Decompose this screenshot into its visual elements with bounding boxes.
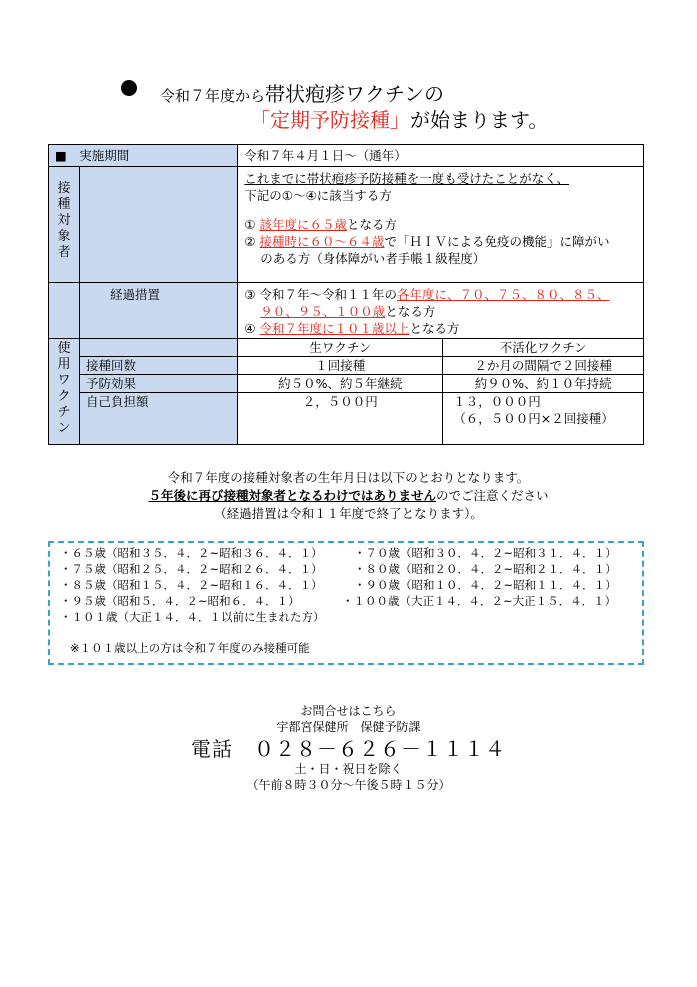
item-3: ③ 令和７年～令和１１年の各年度に、７０、７５、８０、８５、	[244, 287, 610, 302]
age-80: ・８０歳（昭和２０．４．２~昭和２１．４．１）	[354, 562, 617, 576]
row-cost-inactivated	[443, 393, 644, 445]
age-footnote: ※１０１歳以上の方は令和７年度のみ接種可能	[70, 641, 310, 655]
transition-content	[238, 283, 644, 339]
age-101: ・１０１歳（大正１４．４．１以前に生まれた方）	[60, 610, 325, 624]
contact-closed: 土・日・祝日を除く	[294, 762, 403, 776]
age-95: ・９５歳（昭和５．４．２~昭和６．４．１）	[60, 594, 300, 608]
contact-hours: （午前８時３０分～午後５時１５分）	[246, 778, 451, 792]
cost-inactivated-2: （６，５００円×２回接種）	[453, 411, 614, 426]
target-label: 接 種 対 象 者	[49, 167, 80, 283]
row-doses-inactivated: ２か月の間隔で２回接種	[443, 357, 644, 375]
title-main: 帯状疱疹ワクチンの	[265, 82, 445, 106]
target-intro-1: これまでに帯状疱疹予防接種を一度も受けたことがなく、	[244, 171, 570, 186]
item-1: ① 該年度に６５歳となる方	[244, 217, 398, 232]
period-label: ■ 実施期間	[49, 145, 238, 167]
row-cost-live: ２，５００円	[238, 393, 443, 445]
item-3-line-2: ９０、９５、１００歳となる方	[260, 304, 436, 319]
period-value: 令和７年４月１日～（通年）	[238, 145, 644, 167]
age-100: ・１００歳（大正１４．４．２~大正１５．４．１）	[342, 594, 617, 608]
vaccine-header-blank	[80, 339, 238, 357]
row-doses-label: 接種回数	[80, 357, 238, 375]
age-75: ・７５歳（昭和２５．４．２~昭和２６．４．１）	[60, 562, 323, 576]
age-90: ・９０歳（昭和１０．４．２~昭和１１．４．１）	[354, 578, 617, 592]
title-prefix: 令和７年度から	[160, 87, 266, 105]
note-line-1: 令和７年度の接種対象者の生年月日は以下のとおりとなります。	[167, 470, 530, 485]
target-content	[238, 167, 644, 283]
row-cost-label: 自己負担額	[80, 393, 238, 445]
item-2-line-2: のある方（身体障がい者手帳１級程度）	[260, 251, 486, 266]
row-efficacy-inactivated: 約９０%、約１０年持続	[443, 375, 644, 393]
col-live: 生ワクチン	[238, 339, 443, 357]
row-efficacy-label: 予防効果	[80, 375, 238, 393]
contact-phone: 電話 ０２８－６２６－１１１４	[191, 737, 506, 761]
target-label-cont	[49, 283, 80, 339]
col-inactivated: 不活化ワクチン	[443, 339, 644, 357]
age-65: ・６５歳（昭和３５．４．２~昭和３６．４．１）	[60, 546, 323, 560]
target-blank	[80, 167, 238, 283]
title-rest: が始まります。	[410, 108, 549, 132]
title-line-1	[160, 78, 444, 107]
age-85: ・８５歳（昭和１５．４．２~昭和１６．４．１）	[60, 578, 323, 592]
vaccination-table	[48, 144, 644, 445]
contact-label: お問合せはこちら	[300, 704, 397, 718]
item-2: ② 接種時に６０～６４歳で「ＨＩＶによる免疫の機能」に障がい	[244, 234, 610, 249]
transition-label: 経過措置	[80, 283, 238, 339]
title-red: 「定期予防接種」	[250, 108, 410, 132]
bullet-icon	[121, 80, 137, 96]
note-line-2: ５年後に再び接種対象者となるわけではありませんのでご注意ください	[148, 488, 549, 503]
row-doses-live: １回接種	[238, 357, 443, 375]
contact-dept: 宇都宮保健所 保健予防課	[276, 720, 421, 734]
age-70: ・７０歳（昭和３０．４．２~昭和３１．４．１）	[354, 546, 617, 560]
note-line-3: （経過措置は令和１１年度で終了となります）。	[214, 506, 483, 521]
target-intro-2: 下記の①～④に該当する方	[244, 188, 392, 203]
item-4: ④ 令和７年度に１０１歳以上となる方	[244, 321, 460, 336]
row-efficacy-live: 約５０%、約５年継続	[238, 375, 443, 393]
title-line-2	[250, 104, 548, 133]
cost-inactivated-1: １３，０００円	[453, 394, 541, 409]
vaccine-label: 使 用 ワ ク チ ン	[49, 339, 80, 445]
